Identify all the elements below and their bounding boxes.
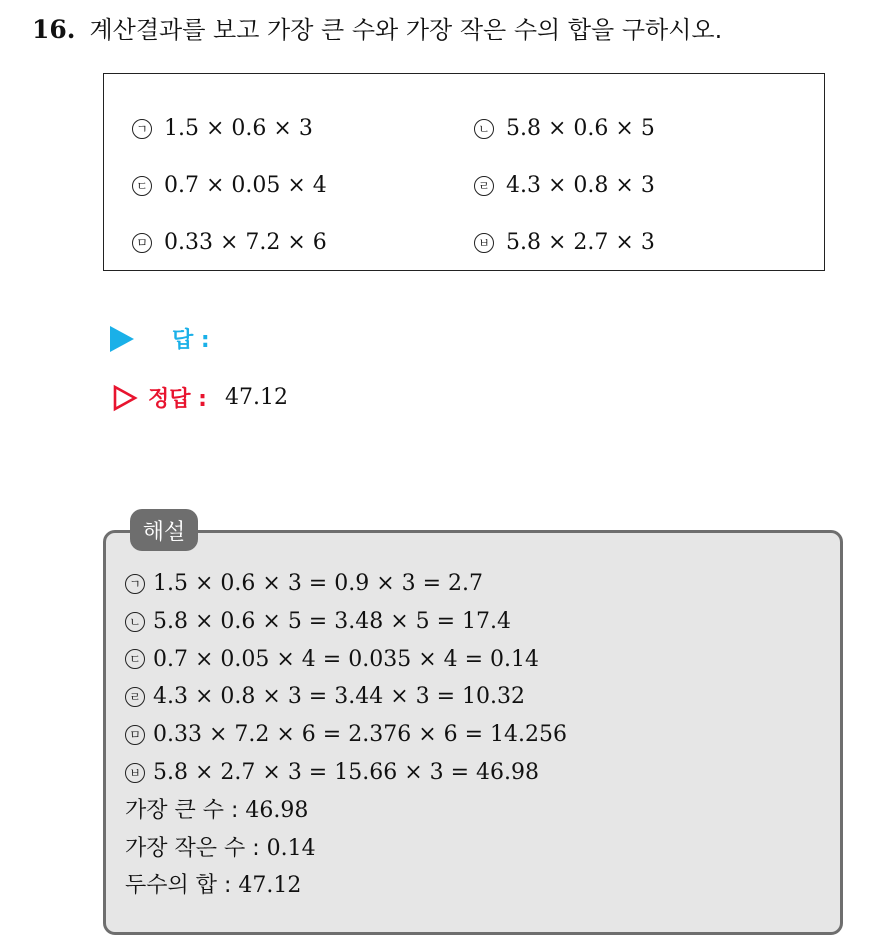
choice-item — [474, 171, 655, 201]
outline-play-icon — [112, 384, 138, 412]
correct-answer-row — [112, 382, 288, 413]
summary-label: 두수의 합 : — [125, 873, 232, 899]
choice-item — [474, 114, 655, 144]
explanation-step — [125, 678, 567, 716]
step-marker: ㄴ — [125, 612, 145, 632]
step-text: 4.3 × 0.8 × 3 = 3.44 × 3 = 10.32 — [153, 684, 526, 710]
choice-expression: 0.7 × 0.05 × 4 — [164, 173, 327, 198]
choice-expression: 5.8 × 0.6 × 5 — [506, 116, 655, 141]
step-text: 0.33 × 7.2 × 6 = 2.376 × 6 = 14.256 — [153, 722, 568, 748]
choice-expression: 4.3 × 0.8 × 3 — [506, 173, 655, 198]
explanation-step — [125, 603, 567, 641]
correct-answer-value: 47.12 — [224, 385, 288, 410]
choice-item — [132, 171, 327, 201]
step-marker: ㄱ — [125, 574, 145, 594]
step-marker: ㅁ — [125, 725, 145, 745]
summary-label: 가장 작은 수 : — [125, 835, 260, 861]
choice-expression: 5.8 × 2.7 × 3 — [506, 230, 655, 255]
step-marker: ㄹ — [125, 687, 145, 707]
choice-marker: ㅂ — [474, 233, 494, 253]
step-text: 0.7 × 0.05 × 4 = 0.035 × 4 = 0.14 — [153, 646, 540, 672]
explanation-tab: 해설 — [130, 509, 198, 551]
summary-sum — [125, 867, 567, 905]
step-text: 5.8 × 2.7 × 3 = 15.66 × 3 = 46.98 — [153, 759, 540, 785]
choice-item — [132, 114, 313, 144]
step-text: 1.5 × 0.6 × 3 = 0.9 × 3 = 2.7 — [153, 571, 484, 596]
step-text: 5.8 × 0.6 × 5 = 3.48 × 5 = 17.4 — [153, 608, 512, 634]
summary-smallest — [125, 830, 567, 868]
summary-value: 0.14 — [266, 835, 316, 861]
step-marker: ㅂ — [125, 763, 145, 783]
summary-label: 가장 큰 수 : — [125, 797, 239, 823]
question — [32, 10, 722, 50]
choice-marker: ㄱ — [132, 119, 152, 139]
choice-marker: ㄷ — [132, 176, 152, 196]
question-number: 16. — [32, 15, 76, 44]
choice-item — [474, 228, 655, 258]
explanation-step — [125, 716, 567, 754]
summary-value: 46.98 — [245, 797, 309, 823]
choice-marker: ㅁ — [132, 233, 152, 253]
choice-expression: 0.33 × 7.2 × 6 — [164, 230, 327, 255]
explanation-step — [125, 754, 567, 792]
choice-marker: ㄹ — [474, 176, 494, 196]
answer-row — [110, 323, 210, 354]
explanation-step — [125, 641, 567, 679]
correct-answer-label: 정답 : — [148, 387, 207, 412]
question-text: 계산결과를 보고 가장 큰 수와 가장 작은 수의 합을 구하시오. — [89, 16, 723, 44]
explanation-step — [125, 565, 567, 603]
choice-marker: ㄴ — [474, 119, 494, 139]
filled-play-icon — [110, 326, 134, 352]
choices-box — [103, 73, 825, 271]
explanation-lines — [125, 565, 567, 905]
summary-largest — [125, 792, 567, 830]
choice-item — [132, 228, 327, 258]
answer-label: 답 : — [172, 328, 210, 353]
step-marker: ㄷ — [125, 649, 145, 669]
choice-expression: 1.5 × 0.6 × 3 — [164, 116, 313, 141]
summary-value: 47.12 — [238, 873, 302, 899]
